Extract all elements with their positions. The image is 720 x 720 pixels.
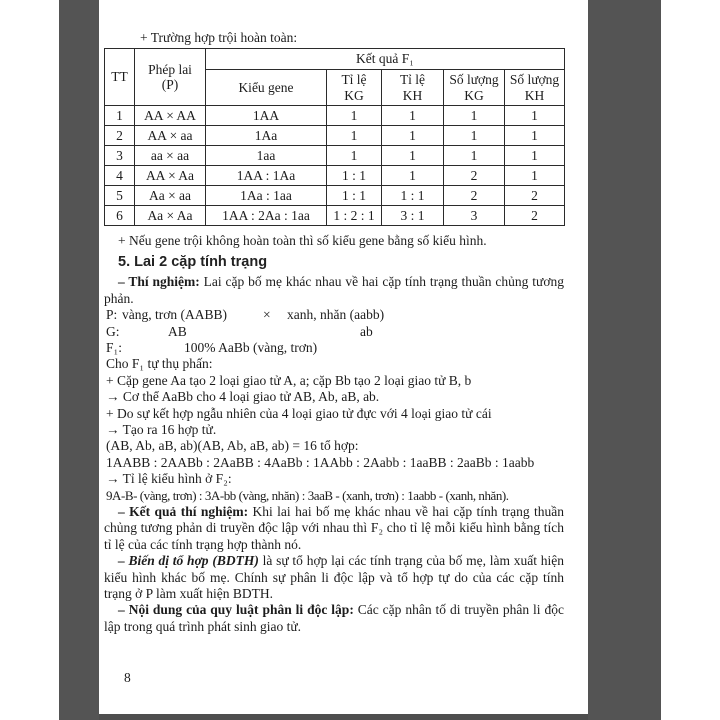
table-cell: 1 xyxy=(444,126,505,146)
text-line xyxy=(104,422,564,438)
table-row xyxy=(105,146,565,166)
bdth-paragraph xyxy=(104,553,564,602)
table-cell: 2 xyxy=(505,186,565,206)
text-segment: → Cơ thể AaBb cho 4 loại giao tử AB, Ab, aB, ab. xyxy=(106,389,380,405)
table-cell: 1 xyxy=(505,166,565,186)
header-ti-le-kh xyxy=(382,70,444,106)
background-bottom-strip xyxy=(99,714,588,720)
text-segment: – xyxy=(118,553,129,569)
table-cell: 1AA xyxy=(206,106,327,126)
table-row xyxy=(105,166,565,186)
table-cell: 1 xyxy=(444,146,505,166)
text-segment: Cho F₁ tự thụ phấn: xyxy=(106,356,213,372)
table-cell: 1 xyxy=(105,106,135,126)
text-segment: 5. Lai 2 cặp tính trạng xyxy=(118,254,268,271)
law-paragraph xyxy=(104,602,564,635)
header-ti-le-kh-line1: Tỉ lệ xyxy=(399,72,426,88)
table-cell: 1 xyxy=(444,106,505,126)
header-ti-le-kg xyxy=(327,70,382,106)
text-span: G: xyxy=(106,323,120,339)
header-ti-le-kh-line2: KH xyxy=(402,87,423,103)
header-ket-qua-f1: Kết quả F₁ xyxy=(206,49,565,70)
table-row xyxy=(105,106,565,126)
text-line xyxy=(104,406,564,422)
text-segment: + Cặp gene Aa tạo 2 loại giao tử A, a; cặp Bb tạo 2 loại giao tử B, b xyxy=(106,372,472,388)
text-segment: là sự tổ hợp lại các tính trạng của bố mẹ, làm xuất hiện kiểu hình khác bố mẹ. Chính sự phân li độc lập và tổ hợp tự do của các cặp tính trạng ở P làm xuất hiện BDTH. xyxy=(104,553,564,602)
text-line xyxy=(104,471,564,487)
table-row xyxy=(105,126,565,146)
table-cell: 2 xyxy=(444,186,505,206)
text-segment: + Nếu gene trội không hoàn toàn thì số kiểu gene bằng số kiểu hình. xyxy=(118,233,487,248)
text-span: 100% AaBb (vàng, trơn) xyxy=(184,340,318,355)
text-line xyxy=(104,356,564,372)
section-heading xyxy=(104,254,564,271)
gametes-line xyxy=(104,324,564,340)
table-cell: 1 xyxy=(382,146,444,166)
table-cell: 3 xyxy=(105,146,135,166)
table-cell: 1AA : 2Aa : 1aa xyxy=(206,206,327,226)
header-phep-lai xyxy=(135,49,206,106)
result-paragraph xyxy=(104,504,564,553)
text-line xyxy=(104,438,564,454)
header-so-luong-kg-line1: Số lượng xyxy=(449,72,499,88)
table-row xyxy=(105,206,565,226)
genotype-ratio-line xyxy=(104,455,564,471)
table-cell: aa × aa xyxy=(135,146,206,166)
table-cell: 1 : 2 : 1 xyxy=(327,206,382,226)
phenotype-ratio-line xyxy=(104,488,564,504)
table-cell: 4 xyxy=(105,166,135,186)
header-so-luong-kg xyxy=(444,70,505,106)
experiment-paragraph xyxy=(104,274,564,307)
text-segment: Biến dị tổ hợp (BDTH) xyxy=(128,553,259,569)
text-span: ab xyxy=(360,323,373,339)
page-body-text xyxy=(104,233,564,635)
header-tt: TT xyxy=(105,49,135,106)
table-cell: AA × Aa xyxy=(135,166,206,186)
header-ti-le-kg-line2: KG xyxy=(344,87,364,103)
text-segment: – Thí nghiệm: xyxy=(118,274,200,290)
header-so-luong-kh xyxy=(505,70,565,106)
table-cell: 3 xyxy=(444,206,505,226)
page-number: 8 xyxy=(124,670,131,685)
table-cell: 1 xyxy=(505,126,565,146)
header-phep-lai-line1: Phép lai xyxy=(148,61,192,77)
table-cell: 1 xyxy=(505,146,565,166)
table-cell: 6 xyxy=(105,206,135,226)
text-segment: → Tỉ lệ kiểu hình ở F₂: xyxy=(106,471,232,487)
text-span: F₁: xyxy=(106,340,122,355)
table-cell: 3 : 1 xyxy=(382,206,444,226)
background-left-bar xyxy=(59,0,99,720)
table-cell: AA × AA xyxy=(135,106,206,126)
table-cell: 2 xyxy=(505,206,565,226)
text-segment: 9A-B- (vàng, trơn) : 3A-bb (vàng, nhăn) : 3aaB - (xanh, trơn) : 1aabb - (xanh, nhăn). xyxy=(106,487,509,503)
p-generation-line xyxy=(104,307,564,323)
intro-line: + Trường hợp trội hoàn toàn: xyxy=(140,30,298,45)
header-ti-le-kg-line1: Tỉ lệ xyxy=(341,72,367,88)
table-body xyxy=(105,106,565,226)
text-segment: Các cặp nhân tố di truyền phân li độc lập trong quá trình phát sinh giao tử. xyxy=(104,602,564,634)
text-span: xanh, nhăn (aabb) xyxy=(287,307,385,323)
table-cell: 1AA : 1Aa xyxy=(206,166,327,186)
background-right-bar xyxy=(588,0,661,720)
text-segment: (AB, Ab, aB, ab)(AB, Ab, aB, ab) = 16 tổ hợp: xyxy=(106,438,359,454)
table-cell: 2 xyxy=(444,166,505,186)
table-cell: 1Aa : 1aa xyxy=(206,186,327,206)
table-cell: 1Aa xyxy=(206,126,327,146)
text-line xyxy=(104,389,564,405)
text-span: AB xyxy=(168,323,187,339)
table-cell: 2 xyxy=(105,126,135,146)
header-kieu-gene: Kiểu gene xyxy=(206,70,327,106)
table-cell: 1 : 1 xyxy=(327,186,382,206)
table-cell: Aa × aa xyxy=(135,186,206,206)
table-cell: 1 xyxy=(382,126,444,146)
text-span: P: xyxy=(106,307,118,323)
table-cell: AA × aa xyxy=(135,126,206,146)
header-so-luong-kg-line2: KG xyxy=(464,87,484,103)
text-segment: + Do sự kết hợp ngẫu nhiên của 4 loại giao tử đực với 4 loại giao tử cái xyxy=(106,405,492,421)
text-segment: Lai cặp bố mẹ khác nhau về hai cặp tính trạng thuần chủng tương phản. xyxy=(104,274,564,306)
table-cell: 1 xyxy=(382,106,444,126)
text-span: × xyxy=(263,307,271,323)
table-cell: 5 xyxy=(105,186,135,206)
table-cell: 1aa xyxy=(206,146,327,166)
header-phep-lai-line2: (P) xyxy=(161,77,179,92)
text-segment: Khi lai hai bố mẹ khác nhau về hai cặp tính trạng thuần chủng tương phản di truyền độc lập với nhau thì F₂ cho tỉ lệ mỗi kiểu hình bằng tích tỉ lệ của các tính trạng hợp thành nó. xyxy=(104,504,565,552)
text-segment: 1AABB : 2AABb : 2AaBB : 4AaBb : 1AAbb : 2Aabb : 1aaBB : 2aaBb : 1aabb xyxy=(106,454,535,470)
header-so-luong-kh-line1: Số lượng xyxy=(509,72,560,88)
table-cell: 1 xyxy=(327,106,382,126)
text-line xyxy=(104,373,564,389)
f1-line xyxy=(104,340,564,356)
text-segment: – Kết quả thí nghiệm: xyxy=(118,504,249,520)
table-cell: Aa × Aa xyxy=(135,206,206,226)
table-cell: 1 xyxy=(327,146,382,166)
header-so-luong-kh-line2: KH xyxy=(524,87,545,103)
text-segment: – Nội dung của quy luật phân li độc lập: xyxy=(118,602,354,618)
table-cell: 1 xyxy=(382,166,444,186)
text-span: vàng, trơn (AABB) xyxy=(122,307,228,323)
table-cell: 1 : 1 xyxy=(327,166,382,186)
monohybrid-results-table xyxy=(104,48,565,226)
table-row xyxy=(105,186,565,206)
note-line xyxy=(104,233,564,249)
table-cell: 1 xyxy=(505,106,565,126)
table-cell: 1 xyxy=(327,126,382,146)
table-cell: 1 : 1 xyxy=(382,186,444,206)
text-segment: → Tạo ra 16 hợp tử. xyxy=(106,422,217,438)
